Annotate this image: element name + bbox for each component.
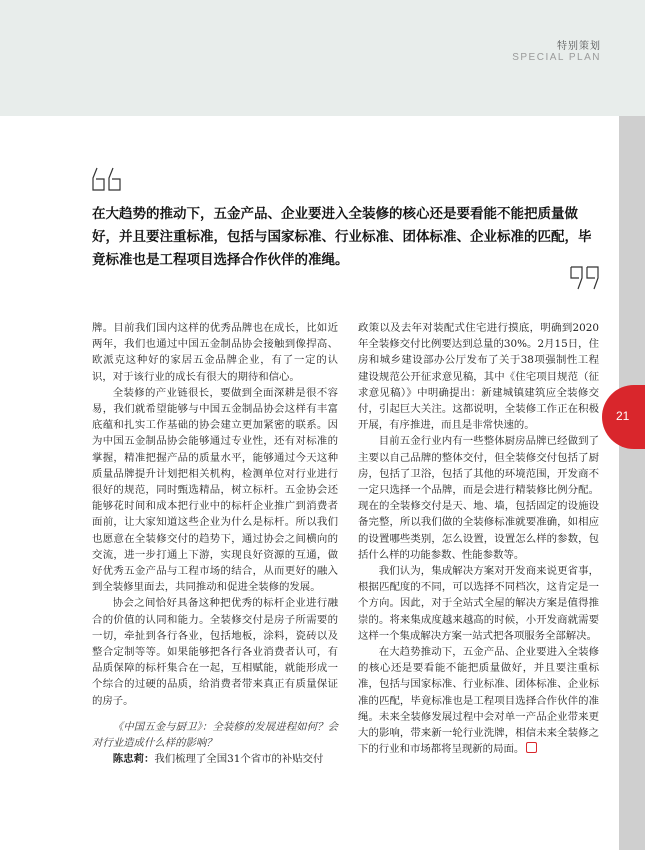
right-column (358, 320, 599, 757)
answer-text: 我们梳理了全国31个省市的补贴交付 (154, 753, 324, 766)
interview-answer (92, 751, 338, 767)
paragraph-text: 在大趋势推动下，五金产品、企业要进入全装修的核心还是要看能不能把质量做好，并且要注重标准，包括与国家标准、行业标准、团体标准、企业标准的匹配，毕竟标准也是工程项目选择合作伙伴的准绳。未来全装修发展过程中会对单一产品企业带来更大的影响，带来新一轮行业洗牌，相信未来全装修之下的行业和市场都将呈现新的局面。 (358, 646, 599, 756)
pullquote: 在大趋势的推动下，五金产品、企业要进入全装修的核心还是要看能不能把质量做好，并且要注重标准，包括与国家标准、行业标准、团体标准、企业标准的匹配，毕竟标准也是工程项目选择合作伙伴的准绳。 (92, 206, 592, 268)
side-bar (619, 116, 645, 850)
end-mark-icon (526, 742, 537, 753)
paragraph: 协会之间恰好具备这种把优秀的标杆企业进行融合的价值的认同和能力。全装修交付是房子所需要的一切，牵扯到各行各业，包括地板，涂料，瓷砖以及整合定制等等。如果能够把各行各业消费者认可，有品质保障的标杆集合在一起，互相赋能，就能形成一个综合的过硬的品质，给消费者带来真正有质量保证的房子。 (92, 597, 338, 707)
paragraph: 全装修的产业链很长，要做到全面深耕是很不容易，我们就希望能够与中国五金制品协会这样有丰富底蕴和扎实工作基础的协会建立更加紧密的联系。因为中国五金制品协会能够通过专业性，还有对标准的掌握，精准把握产品的质量水平，能够通过今天这种质量品牌提升计划把相关机构，检测单位对行业进行很好的规范，同时甄选精品，树立标杆。五金协会还能够花时间和成本把行业中的标杆企业推广到消费者面前，让大家知道这些企业为什么是标杆。所以我们也愿意在全装修交付的趋势下，通过协会之间横向的交流，进一步打通上下游，实现良好资源的互通，做好优秀五金产品与工程市场的结合，从而更好的融入到全装修里面去，共同推动和促进全装修的发展。 (92, 386, 338, 594)
paragraph (358, 644, 599, 757)
section-title: 特别策划 (557, 41, 601, 52)
left-column (92, 320, 338, 767)
page-number: 21 (616, 409, 630, 423)
open-quote-icon (90, 165, 126, 193)
speaker-name: 陈忠莉： (112, 753, 155, 766)
paragraph: 政策以及去年对装配式住宅进行摸底，明确到2020年全装修交付比例要达到总量的30%。2月15日，住房和城乡建设部办公厅发布了关于38项强制性工程建设规范公开征求意见稿，其中《住宅项目规范（征求意见稿）》中明确提出：新建城镇建筑应全装修交付，引起巨大关注。这都说明，全装修工作正在积极开展，有序推进，而且是非常快速的。 (358, 322, 599, 432)
paragraph: 目前五金行业内有一些整体厨房品牌已经做到了主要以自己品牌的整体交付，但全装修交付包括了厨房，包括了卫浴，包括了其他的环境范围，开发商不一定只选择一个品牌，而是会进行精装修比例分配。现在的全装修交付是天、地、墙，包括固定的设施设备完整，所以我们做的全装修标准就要准确，如相应的设置哪些类别，怎么设置，设置怎么样的参数，包括什么样的功能参数、性能参数等。 (358, 435, 599, 561)
paragraph: 牌。目前我们国内这样的优秀品牌也在成长，比如近两年，我们也通过中国五金制品协会接触到像捍高、欧派克这种好的家居五金品牌企业，有了一定的认识，对于该行业的成长有很大的期待和信心。 (92, 322, 338, 383)
section-subtitle: SPECIAL PLAN (512, 52, 601, 63)
close-quote-icon (566, 264, 602, 292)
interview-question: 《中国五金与厨卫》：全装修的发展进程如何？会对行业造成什么样的影响？ (92, 720, 338, 750)
paragraph: 我们认为，集成解决方案对开发商来说更省事，根据匹配度的不同，可以选择不同档次，这肯定是一个方向。因此，对于全站式全屋的解决方案是值得推崇的。将来集成度越来越高的时候，小开发商就需要这样一个集成解决方案一站式把各项服务全部解决。 (358, 565, 599, 642)
